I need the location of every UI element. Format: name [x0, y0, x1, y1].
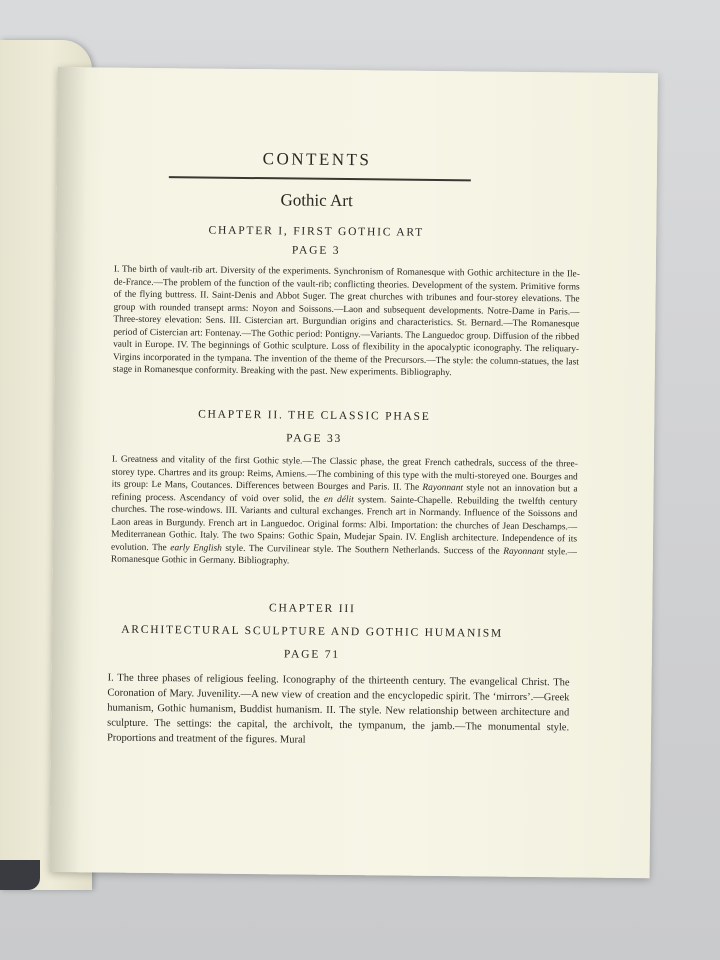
chapter-3-title: CHAPTER III	[268, 602, 356, 616]
chapter-2-page: PAGE 33	[286, 432, 343, 445]
contents-title: CONTENTS	[262, 149, 372, 170]
chapter-3-subtitle: ARCHITECTURAL SCULPTURE AND GOTHIC HUMANISM	[121, 623, 504, 640]
chapter-2-title: CHAPTER II. THE CLASSIC PHASE	[198, 408, 431, 423]
section-title: Gothic Art	[280, 190, 353, 211]
chapter-1-summary: I. The birth of vault-rib art. Diversity of the experiments. Synchronism of Romanesque with Gothic architecture in the Ile-de-France.—The problem of the function of the vault-rib; conflicting theories. Development of the system. Primitive forms of the flying buttress. II. Saint-Denis and Abbot Suger. The great churches with tribunes and four-storey elevations. The group with rounded transept arms: Noyon and Soissons.—Laon and subsequent developments. Notre-Dame in Paris.—Three-storey elevation: Sens. III. Cistercian art. Burgundian origins and characteristics. St. Bernard.—The Romanesque period of Cistercian art: Fontenay.—The Gothic period: Pontigny.—Variants. The Languedoc group. Diffusion of the ribbed vault in Europe. IV. The beginnings of Gothic sculpture. Loss of flexibility in the apocalyptic iconography. The reliquary-Virgins incorporated in the tympana. The invention of the theme of the Precursors.—The style: the column-statues, the last stage in Romanesque conformity. Breaking with the past. New experiments. Bibliography.	[112, 264, 580, 379]
chapter-1-title: CHAPTER I, FIRST GOTHIC ART	[208, 224, 425, 239]
title-rule	[169, 176, 471, 181]
chapter-3-page: PAGE 71	[283, 648, 340, 661]
book-cover-edge	[0, 860, 40, 890]
chapter-1-page: PAGE 3	[291, 244, 341, 257]
contents-page	[50, 67, 658, 878]
chapter-3-summary: I. The three phases of religious feeling. Iconography of the thirteenth century. The evangelical Christ. The Coronation of Mary. Juvenility.—A new view of creation and the encyclopedic spirit. The ‘mirrors’.—Greek humanism, Gothic humanism, Buddist humanism. II. The style. New relationship between architecture and sculpture. The settings: the capital, the archivolt, the tympanum, the jamb.—The monumental style. Proportions and treatment of the figures. Mural	[106, 672, 570, 746]
chapter-2-summary: I. Greatness and vitality of the first Gothic style.—The Classic phase, the great French cathedrals, success of the three-storey type. Chartres and its group: Reims, Amiens.—The combining of this type with the multi-storeyed one. Bourges and its group: Le Mans, Coutances. Differences between Bourges and Paris. II. The Rayonnant style not an innovation but a refining process. Ascendancy of void over solid, the en délit system. Sainte-Chapelle. Rebuilding the twelfth century churches. The rose-windows. III. Variants and cultural exchanges. French art in Normandy. Influence of the Soissons and Laon areas in Burgundy. French art in Languedoc. Original forms: Albi. Importation: the churches of Jean Deschamps.—Mediterranean Gothic. Italy. The two Spains: Gothic Spain, Mudejar Spain. IV. English architecture. Independence of its evolution. The early English style. The Curvilinear style. The Southern Netherlands. Success of the Rayonnant style.—Romanesque Gothic in Germany. Bibliography.	[110, 454, 578, 567]
